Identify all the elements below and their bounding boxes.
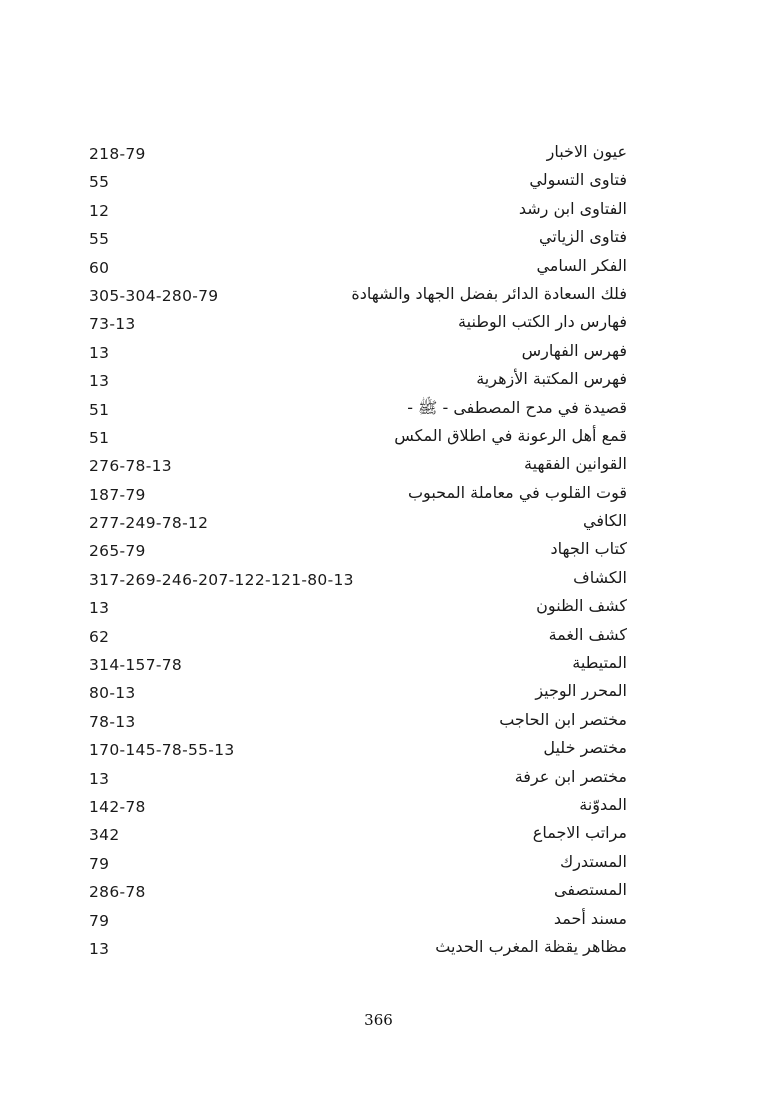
index-entry <box>0 199 757 227</box>
index-entry <box>0 398 757 426</box>
entry-title: الفتاوى ابن رشد <box>518 198 627 218</box>
index-entry <box>0 681 757 709</box>
entry-title: المحرر الوجيز <box>535 681 627 701</box>
entry-title: قصيدة في مدح المصطفى - ﷺ - <box>407 397 627 417</box>
index-entry <box>0 596 757 624</box>
entry-pages: 12 <box>89 201 110 220</box>
entry-title: المدوّنة <box>579 794 627 814</box>
index-entry <box>0 852 757 880</box>
entry-pages: 78-13 <box>89 712 136 731</box>
entry-pages: 142-78 <box>89 797 146 816</box>
entry-pages: 314-157-78 <box>89 656 183 675</box>
entry-title: كشف الغمة <box>548 624 627 644</box>
entry-pages: 218-79 <box>89 145 146 163</box>
entry-title: مسند أحمد <box>553 908 627 928</box>
entry-title: فتاوى الزياتي <box>539 227 627 247</box>
entry-title: مراتب الاجماع <box>532 823 627 843</box>
index-entry <box>0 909 757 937</box>
entry-pages: 276-78-13 <box>89 457 172 476</box>
entry-title: المستدرك <box>560 851 627 871</box>
entry-title: مظاهر يقظة المغرب الحديث <box>435 936 627 956</box>
entry-pages: 286-78 <box>89 883 146 902</box>
entry-title: عيون الاخبار <box>546 142 627 161</box>
entry-pages: 305-304-280-79 <box>89 286 219 305</box>
entry-pages: 13 <box>89 769 110 788</box>
entry-pages: 51 <box>89 428 110 447</box>
entry-title: الفكر السامي <box>536 255 627 275</box>
index-entry <box>0 568 757 596</box>
entry-title: فهارس دار الكتب الوطنية <box>458 312 627 332</box>
entry-title: قمع أهل الرعونة في اطلاق المكس <box>394 425 627 445</box>
index-entry <box>0 227 757 255</box>
index-list <box>0 142 757 965</box>
index-entry <box>0 312 757 340</box>
entry-pages: 13 <box>89 939 110 958</box>
index-entry <box>0 256 757 284</box>
entry-pages: 73-13 <box>89 315 136 334</box>
entry-title: المستصفى <box>554 880 627 900</box>
entry-pages: 60 <box>89 258 110 277</box>
index-entry <box>0 511 757 539</box>
index-entry <box>0 625 757 653</box>
entry-title: كتاب الجهاد <box>550 539 627 559</box>
index-entry <box>0 369 757 397</box>
entry-title: المتيطية <box>572 653 627 673</box>
entry-pages: 80-13 <box>89 684 136 703</box>
index-entry <box>0 880 757 908</box>
entry-pages: 51 <box>89 400 110 419</box>
entry-title: فهرس الفهارس <box>521 340 627 360</box>
entry-pages: 317-269-246-207-122-121-80-13 <box>89 570 354 589</box>
entry-title: فتاوى التسولي <box>529 170 627 190</box>
index-entry <box>0 454 757 482</box>
index-entry <box>0 767 757 795</box>
index-entry <box>0 738 757 766</box>
entry-pages: 265-79 <box>89 542 146 561</box>
entry-title: الكافي <box>582 511 627 531</box>
index-entry <box>0 341 757 369</box>
page-number: 366 <box>364 1011 393 1029</box>
entry-title: كشف الظنون <box>536 596 627 616</box>
entry-pages: 62 <box>89 627 110 646</box>
entry-pages: 13 <box>89 343 110 362</box>
entry-title: مختصر ابن الحاجب <box>499 709 627 729</box>
entry-pages: 13 <box>89 372 110 391</box>
entry-title: الكشاف <box>573 567 627 587</box>
entry-title: فلك السعادة الدائر بفضل الجهاد والشهادة <box>351 283 627 303</box>
entry-title: مختصر ابن عرفة <box>514 766 627 786</box>
entry-pages: 55 <box>89 230 110 249</box>
index-entry <box>0 284 757 312</box>
entry-pages: 79 <box>89 854 110 873</box>
index-entry <box>0 539 757 567</box>
index-entry <box>0 710 757 738</box>
entry-pages: 342 <box>89 826 120 845</box>
index-entry <box>0 653 757 681</box>
index-entry <box>0 170 757 198</box>
entry-pages: 187-79 <box>89 485 146 504</box>
entry-pages: 277-249-78-12 <box>89 514 209 533</box>
index-entry <box>0 937 757 965</box>
entry-title: فهرس المكتبة الأزهرية <box>476 369 627 389</box>
entry-title: مختصر خليل <box>543 738 627 758</box>
entry-pages: 55 <box>89 173 110 192</box>
entry-title: قوت القلوب في معاملة المحبوب <box>407 482 627 502</box>
index-entry <box>0 483 757 511</box>
index-entry <box>0 426 757 454</box>
index-entry <box>0 823 757 851</box>
index-entry <box>0 795 757 823</box>
entry-title: القوانين الفقهية <box>524 454 627 474</box>
index-entry <box>0 142 757 170</box>
entry-pages: 170-145-78-55-13 <box>89 741 235 760</box>
entry-pages: 79 <box>89 911 110 930</box>
entry-pages: 13 <box>89 599 110 618</box>
